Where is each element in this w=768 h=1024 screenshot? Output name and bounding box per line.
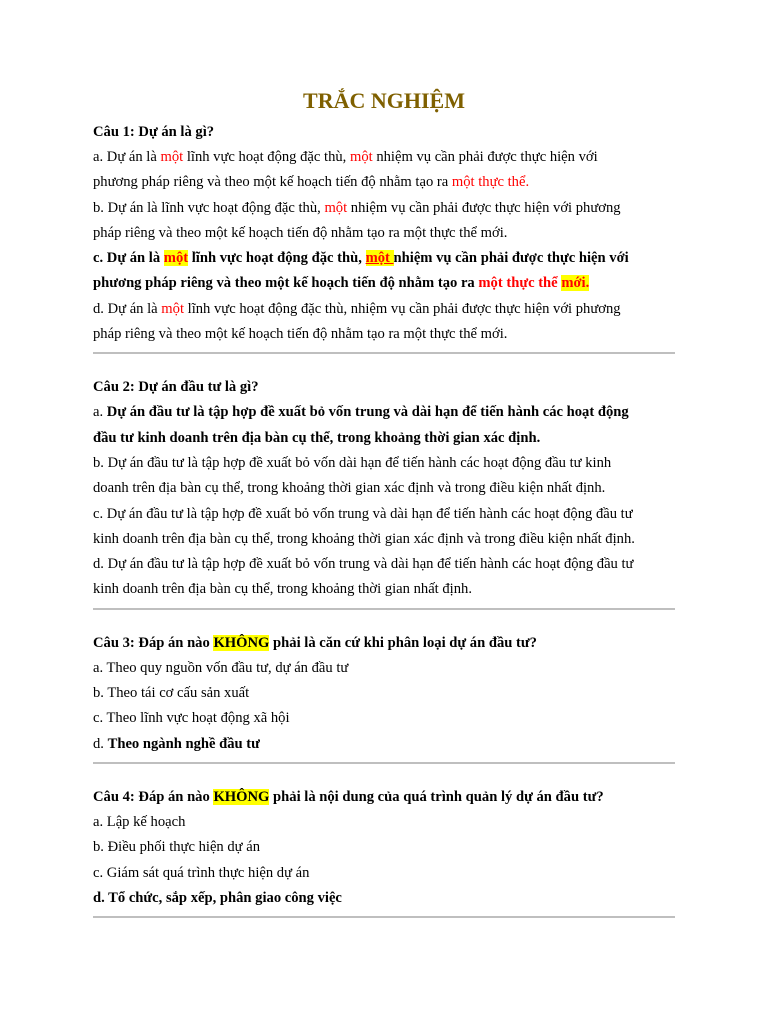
question-3-title: Câu 3: Đáp án nào KHÔNG phải là căn cứ khi phân loại dự án đầu tư? [93,634,537,651]
q4-option-b: b. Điều phối thực hiện dự án [93,839,260,856]
separator-4 [93,916,675,918]
q2-option-b-line-1: b. Dự án đầu tư là tập hợp đề xuất bỏ vốn dài hạn để tiến hành các hoạt động đầu tư kinh [93,454,612,471]
q3-option-a: a. Theo quy nguồn vốn đầu tư, dự án đầu tư [93,659,349,676]
q3-option-b: b. Theo tái cơ cấu sản xuất [93,685,250,702]
question-2 [93,375,675,602]
question-4 [93,785,675,911]
q2-option-c-line-2: kinh doanh trên địa bàn cụ thể, trong khoảng thời gian xác định và trong điều kiện nhất định. [93,530,635,547]
question-3 [93,631,675,757]
q3-option-c: c. Theo lĩnh vực hoạt động xã hội [93,710,290,727]
q4-option-a: a. Lập kế hoạch [93,813,186,830]
q1-option-d-line-1: d. Dự án là một lĩnh vực hoạt động đặc thù, nhiệm vụ cần phải được thực hiện với phương [93,300,621,317]
separator-1 [93,352,675,354]
separator-3 [93,762,675,764]
q4-option-c: c. Giám sát quá trình thực hiện dự án [93,864,310,881]
q2-option-c-line-1: c. Dự án đầu tư là tập hợp đề xuất bỏ vốn trung và dài hạn để tiến hành các hoạt động đầu tư [93,505,633,522]
question-2-title: Câu 2: Dự án đầu tư là gì? [93,379,259,396]
question-4-title: Câu 4: Đáp án nào KHÔNG phải là nội dung của quá trình quản lý dự án đầu tư? [93,788,604,805]
q1-option-a-line-2: phương pháp riêng và theo một kế hoạch tiến độ nhằm tạo ra một thực thể. [93,174,530,191]
page-title: TRẮC NGHIỆM [303,88,465,113]
q1-option-c-line-1: c. Dự án là một lĩnh vực hoạt động đặc thù, một nhiệm vụ cần phải được thực hiện với [93,250,629,267]
q2-option-a-line-2: đầu tư kinh doanh trên địa bàn cụ thể, trong khoảng thời gian xác định. [93,429,541,446]
q2-option-b-line-2: doanh trên địa bàn cụ thể, trong khoảng thời gian xác định và trong điều kiện nhất định. [93,480,606,497]
q2-option-d-line-2: kinh doanh trên địa bàn cụ thể, trong khoảng thời gian nhất định. [93,581,472,598]
document-page [93,86,675,939]
q1-option-a-line-1: a. Dự án là một lĩnh vực hoạt động đặc thù, một nhiệm vụ cần phải được thực hiện với [93,149,598,165]
q3-option-d: d. Theo ngành nghề đầu tư [93,735,260,752]
q2-option-d-line-1: d. Dự án đầu tư là tập hợp đề xuất bỏ vốn trung và dài hạn để tiến hành các hoạt động đầu tư [93,556,634,573]
q1-option-c-line-2: phương pháp riêng và theo một kế hoạch tiến độ nhằm tạo ra một thực thể mới. [93,275,590,292]
question-1 [93,120,675,347]
q1-option-d-line-2: pháp riêng và theo một kế hoạch tiến độ nhằm tạo ra một thực thể mới. [93,326,508,343]
q1-option-b-line-2: pháp riêng và theo một kế hoạch tiến độ nhằm tạo ra một thực thể mới. [93,224,508,241]
separator-2 [93,608,675,610]
q4-option-d: d. Tổ chức, sắp xếp, phân giao công việc [93,889,342,906]
q2-option-a-line-1: a. Dự án đầu tư là tập hợp đề xuất bỏ vốn trung và dài hạn để tiến hành các hoạt động [93,404,629,421]
q1-option-b-line-1: b. Dự án là lĩnh vực hoạt động đặc thù, một nhiệm vụ cần phải được thực hiện với phương [93,199,621,216]
question-1-title: Câu 1: Dự án là gì? [93,124,215,140]
